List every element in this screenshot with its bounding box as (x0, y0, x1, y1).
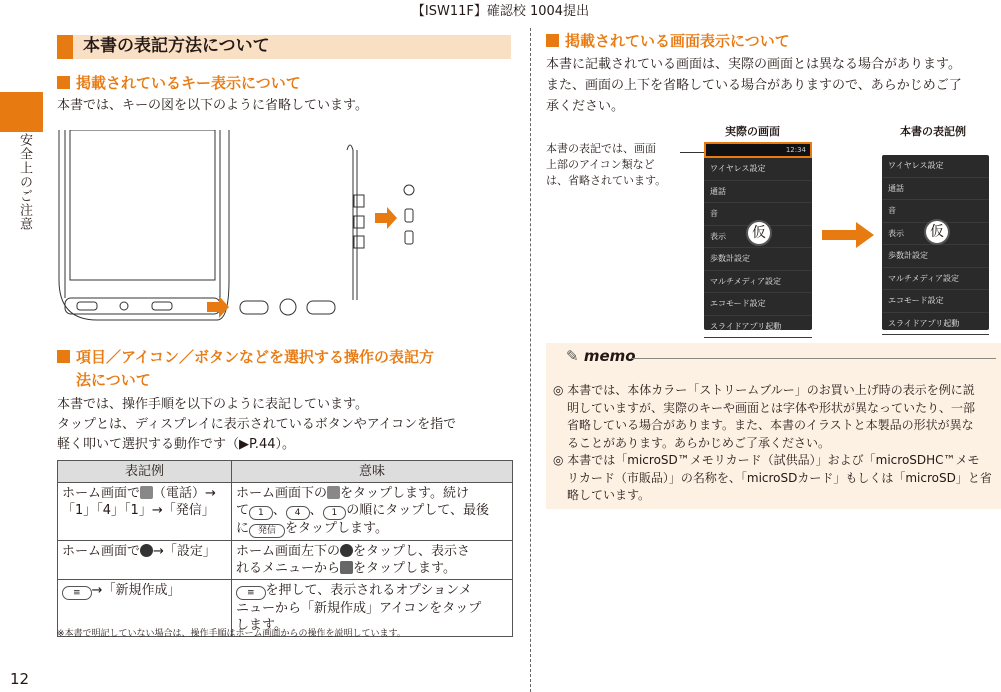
menu-item: 歩数計設定 (704, 248, 812, 271)
menu-item: ワイヤレス設定 (704, 158, 812, 181)
settings-icon (340, 561, 353, 574)
key-4-icon: 4 (286, 506, 310, 520)
key-1-icon: 1 (323, 506, 347, 520)
footnote: ※本書で明記していない場合は、操作手順はホーム画面からの操作を説明しています。 (57, 629, 406, 639)
home-key-small (120, 302, 128, 310)
status-bar: 12:34 (704, 142, 812, 158)
key-illustration (57, 130, 517, 330)
call-button-icon: 発信 (249, 524, 285, 538)
menu-item: 通話 (704, 181, 812, 204)
menu-item: 表示 (882, 223, 989, 246)
section-tab (0, 92, 43, 132)
table-header-row (58, 461, 513, 483)
key-display-heading: 掲載されているキー表示について (57, 72, 301, 95)
table-header: 表記例 (58, 461, 232, 483)
screen-display-text: 本書に記載されている画面は、実際の画面とは異なる場合があります。 また、画面の上下を省略している場合がありますので、あらかじめご了 承ください。 (546, 57, 962, 114)
apps-icon (340, 544, 353, 557)
table-cell: ホーム画面で →「設定」 (58, 541, 232, 580)
apps-icon (140, 544, 153, 557)
table-cell: ホーム画面で （電話）→ 「1」「4」「1」→「発信」 (58, 483, 232, 541)
menu-item: エコモード設定 (882, 290, 989, 313)
key-1-icon: 1 (249, 506, 273, 520)
memo-text: ◎ 本書では、本体カラー「ストリームブルー」のお買い上げ時の表示を例に説 明していますが、実際のキーや画面とは字体や形状が異なっていたり、一部 省略している場合があります。また、本書のイラストと本製品の形状が異な ることがあります。あらかじめご了承ください。 ◎ 本書では「microSD™メモリカード（試供品）」および「microSDHC™メモ リカード（市販品）」の名称を、「microSDカード」もしくは「microSD」と省 略しています。 (553, 383, 992, 502)
placeholder-stamp: 仮 (924, 219, 950, 245)
camera-key-icon (404, 185, 414, 195)
pencil-icon: ✎ (566, 347, 579, 365)
menu-key-icon (240, 301, 268, 314)
page-header: 【ISW11F】確認校 1004提出 (411, 4, 590, 19)
heading-marker (57, 350, 70, 363)
book-screen (882, 155, 989, 330)
menu-item: 歩数計設定 (882, 245, 989, 268)
menu-key-small (77, 302, 97, 310)
phone-icon (327, 486, 340, 499)
memo-title: ✎ memo (566, 347, 636, 365)
callout-line (680, 152, 705, 153)
table-cell: ホーム画面左下の をタップし、表示さ れるメニューから をタップします。 (232, 541, 513, 580)
operation-heading: 項目／アイコン／ボタンなどを選択する操作の表記方 法について (57, 346, 434, 392)
table-cell: ≡ →「新規作成」 (58, 580, 232, 637)
back-key-small (152, 302, 172, 310)
table-row (58, 541, 513, 580)
heading-marker (57, 76, 70, 89)
menu-key-icon: ≡ (236, 586, 266, 600)
volume-up-icon (405, 209, 413, 222)
memo-rule (632, 358, 996, 359)
settings-menu (882, 155, 989, 335)
volume-down-icon (405, 231, 413, 244)
menu-item: エコモード設定 (704, 293, 812, 316)
phone-side-outline (347, 145, 357, 300)
menu-item: 音 (704, 203, 812, 226)
home-key-icon (280, 299, 296, 315)
book-notation-label: 本書の表記例 (900, 125, 966, 138)
placeholder-stamp: 仮 (746, 220, 772, 246)
page-title: 本書の表記方法について (57, 35, 511, 59)
actual-screen (704, 142, 812, 330)
section-label: 安全上のご注意 (17, 133, 32, 231)
back-key-icon (307, 301, 335, 314)
notation-table (57, 460, 513, 637)
menu-item: 表示 (704, 226, 812, 249)
table-cell: ≡ を押して、表示されるオプションメ ニューから「新規作成」アイコンをタップ します。 (232, 580, 513, 637)
callout-text: 本書の表記では、画面 上部のアイコン類など は、省略されています。 (546, 142, 667, 187)
heading-marker (546, 34, 559, 47)
menu-item: スライドアプリ起動 (704, 316, 812, 339)
table-cell: ホーム画面下の をタップします。続け て 1 、 4 、 1 の順にタップして、最後 に 発信 をタップします。 (232, 483, 513, 541)
settings-menu (704, 158, 812, 338)
menu-item: ワイヤレス設定 (882, 155, 989, 178)
menu-key-icon: ≡ (62, 586, 92, 600)
arrow-right-icon (822, 222, 874, 248)
menu-item: マルチメディア設定 (704, 271, 812, 294)
table-row (58, 483, 513, 541)
phone-icon (140, 486, 153, 499)
key-display-text: 本書では、キーの図を以下のように省略しています。 (57, 98, 368, 113)
page-number: 12 (10, 670, 30, 688)
menu-item: 音 (882, 200, 989, 223)
phone-keys-svg (57, 130, 517, 330)
arrow-right-icon (375, 207, 397, 229)
phone-front-outline (59, 130, 229, 320)
column-divider (530, 28, 531, 692)
menu-item: スライドアプリ起動 (882, 313, 989, 336)
menu-item: 通話 (882, 178, 989, 201)
actual-screen-label: 実際の画面 (725, 125, 780, 138)
table-header: 意味 (232, 461, 513, 483)
operation-text: 本書では、操作手順を以下のように表記しています。 タップとは、ディスプレイに表示されているボタンやアイコンを指で 軽く叩いて選択する動作です（▶P.44）。 (57, 397, 457, 452)
screen-display-heading: 掲載されている画面表示について (546, 30, 790, 53)
menu-item: マルチメディア設定 (882, 268, 989, 291)
